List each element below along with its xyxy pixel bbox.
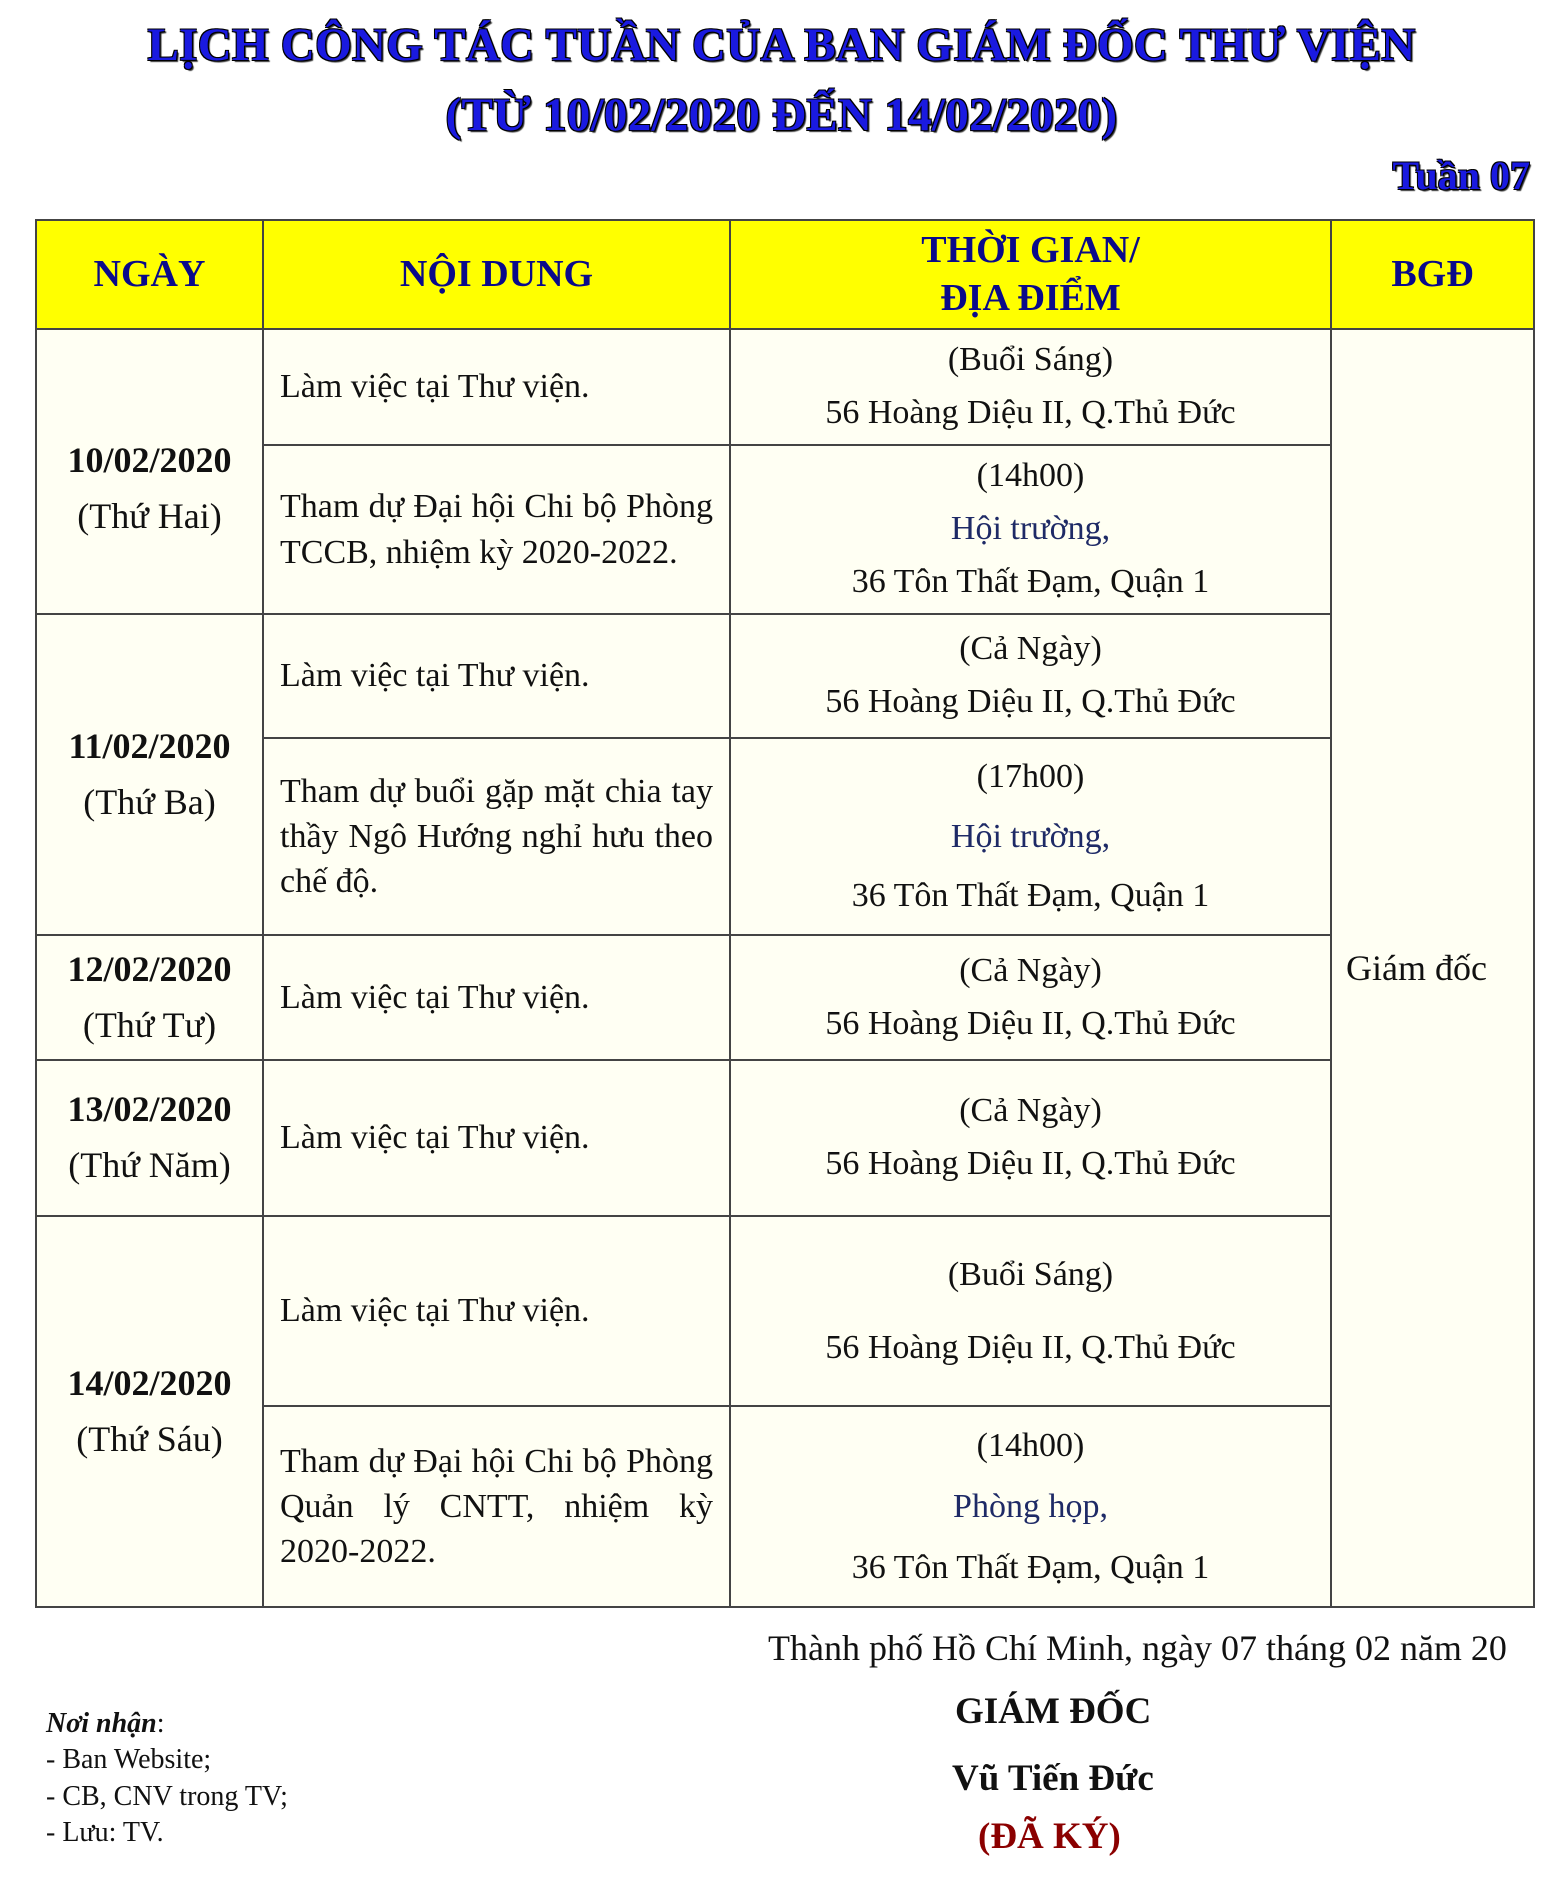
place-text: 56 Hoàng Diệu II, Q.Thủ Đức	[825, 1145, 1236, 1182]
table-row	[36, 1060, 1534, 1216]
header-place: ĐỊA ĐIỂM	[940, 276, 1121, 319]
day-weekday: (Thứ Sáu)	[76, 1418, 223, 1459]
time-place-cell	[730, 614, 1331, 738]
place-text: 36 Tôn Thất Đạm, Quận 1	[851, 1549, 1210, 1587]
time-place-cell	[730, 445, 1331, 614]
signer-position: GIÁM ĐỐC	[955, 1691, 1152, 1732]
place-text: 56 Hoàng Diệu II, Q.Thủ Đức	[825, 1329, 1236, 1366]
time-text: (Cả Ngày)	[959, 630, 1102, 668]
day-date: 14/02/2020	[67, 1362, 232, 1403]
content-cell: Làm việc tại Thư viện.	[263, 329, 730, 445]
day-date: 10/02/2020	[67, 439, 232, 480]
day-date: 13/02/2020	[67, 1089, 232, 1130]
content-cell: Tham dự buổi gặp mặt chia tay thầy Ngô Hướng nghỉ hưu theo chế độ.	[263, 738, 730, 935]
bgd-cell: Giám đốc	[1331, 329, 1534, 1607]
week-number: Tuần 07	[1392, 153, 1530, 198]
time-place-cell	[730, 1060, 1331, 1216]
time-text: (14h00)	[976, 457, 1085, 495]
table-row	[36, 935, 1534, 1060]
day-weekday: (Thứ Tư)	[82, 1004, 217, 1045]
day-weekday: (Thứ Năm)	[68, 1145, 231, 1185]
recipients-block	[46, 1706, 288, 1852]
recipient-item: - Lưu: TV.	[46, 1817, 164, 1849]
time-text: (Cả Ngày)	[959, 1092, 1102, 1130]
time-text: (Buổi Sáng)	[947, 1255, 1114, 1293]
content-cell: Làm việc tại Thư viện.	[263, 614, 730, 738]
content-cell: Làm việc tại Thư viện.	[263, 1060, 730, 1216]
table-row	[36, 1216, 1534, 1406]
city-date-line: Thành phố Hồ Chí Minh, ngày 07 tháng 02 năm 20	[768, 1628, 1507, 1668]
time-place-cell	[730, 1216, 1331, 1406]
day-cell	[36, 614, 263, 935]
table-row	[36, 329, 1534, 445]
content-cell: Tham dự Đại hội Chi bộ Phòng TCCB, nhiệm kỳ 2020-2022.	[263, 445, 730, 614]
header-content: NỘI DUNG	[263, 220, 730, 329]
time-text: (Buổi Sáng)	[947, 341, 1114, 379]
day-cell	[36, 1060, 263, 1216]
table-row	[36, 614, 1534, 738]
signer-name: Vũ Tiến Đức	[952, 1758, 1154, 1799]
document-date-range: (TỪ 10/02/2020 ĐẾN 14/02/2020)	[445, 89, 1118, 141]
header-day: NGÀY	[36, 220, 263, 329]
content-cell: Tham dự Đại hội Chi bộ Phòng Quản lý CNTT, nhiệm kỳ 2020-2022.	[263, 1406, 730, 1607]
table-header-row	[36, 220, 1534, 329]
header-time-place	[730, 220, 1331, 329]
header-bgd: BGĐ	[1331, 220, 1534, 329]
venue-text: Phòng họp,	[953, 1487, 1108, 1525]
day-weekday: (Thứ Hai)	[77, 495, 222, 536]
day-weekday: (Thứ Ba)	[83, 781, 216, 822]
content-cell: Làm việc tại Thư viện.	[263, 1216, 730, 1406]
time-text: (17h00)	[976, 758, 1085, 796]
day-date: 11/02/2020	[68, 725, 231, 766]
place-text: 56 Hoàng Diệu II, Q.Thủ Đức	[825, 394, 1236, 431]
time-place-cell	[730, 1406, 1331, 1607]
day-cell	[36, 1216, 263, 1607]
signed-stamp: (ĐÃ KÝ)	[978, 1816, 1121, 1857]
header-time: THỜI GIAN/	[921, 229, 1140, 271]
venue-text: Hội trường,	[950, 510, 1111, 548]
time-place-cell	[730, 738, 1331, 935]
recipients-heading: Nơi nhận:	[46, 1708, 165, 1739]
place-text: 36 Tôn Thất Đạm, Quận 1	[851, 877, 1210, 915]
content-cell: Làm việc tại Thư viện.	[263, 935, 730, 1060]
time-place-cell	[730, 935, 1331, 1060]
time-place-cell	[730, 329, 1331, 445]
venue-text: Hội trường,	[950, 817, 1111, 855]
document-title: LỊCH CÔNG TÁC TUẦN CỦA BAN GIÁM ĐỐC THƯ VIỆN	[147, 19, 1416, 71]
schedule-table	[35, 219, 1535, 1608]
recipient-item: - CB, CNV trong TV;	[46, 1780, 288, 1812]
place-text: 56 Hoàng Diệu II, Q.Thủ Đức	[825, 1004, 1236, 1042]
place-text: 56 Hoàng Diệu II, Q.Thủ Đức	[825, 683, 1236, 720]
recipient-item: - Ban Website;	[46, 1744, 212, 1776]
recipients-title: Nơi nhận	[46, 1708, 157, 1739]
day-cell	[36, 935, 263, 1060]
time-text: (Cả Ngày)	[959, 951, 1102, 989]
day-cell	[36, 329, 263, 614]
place-text: 36 Tôn Thất Đạm, Quận 1	[851, 562, 1210, 600]
day-date: 12/02/2020	[67, 948, 232, 989]
time-text: (14h00)	[976, 1426, 1085, 1464]
